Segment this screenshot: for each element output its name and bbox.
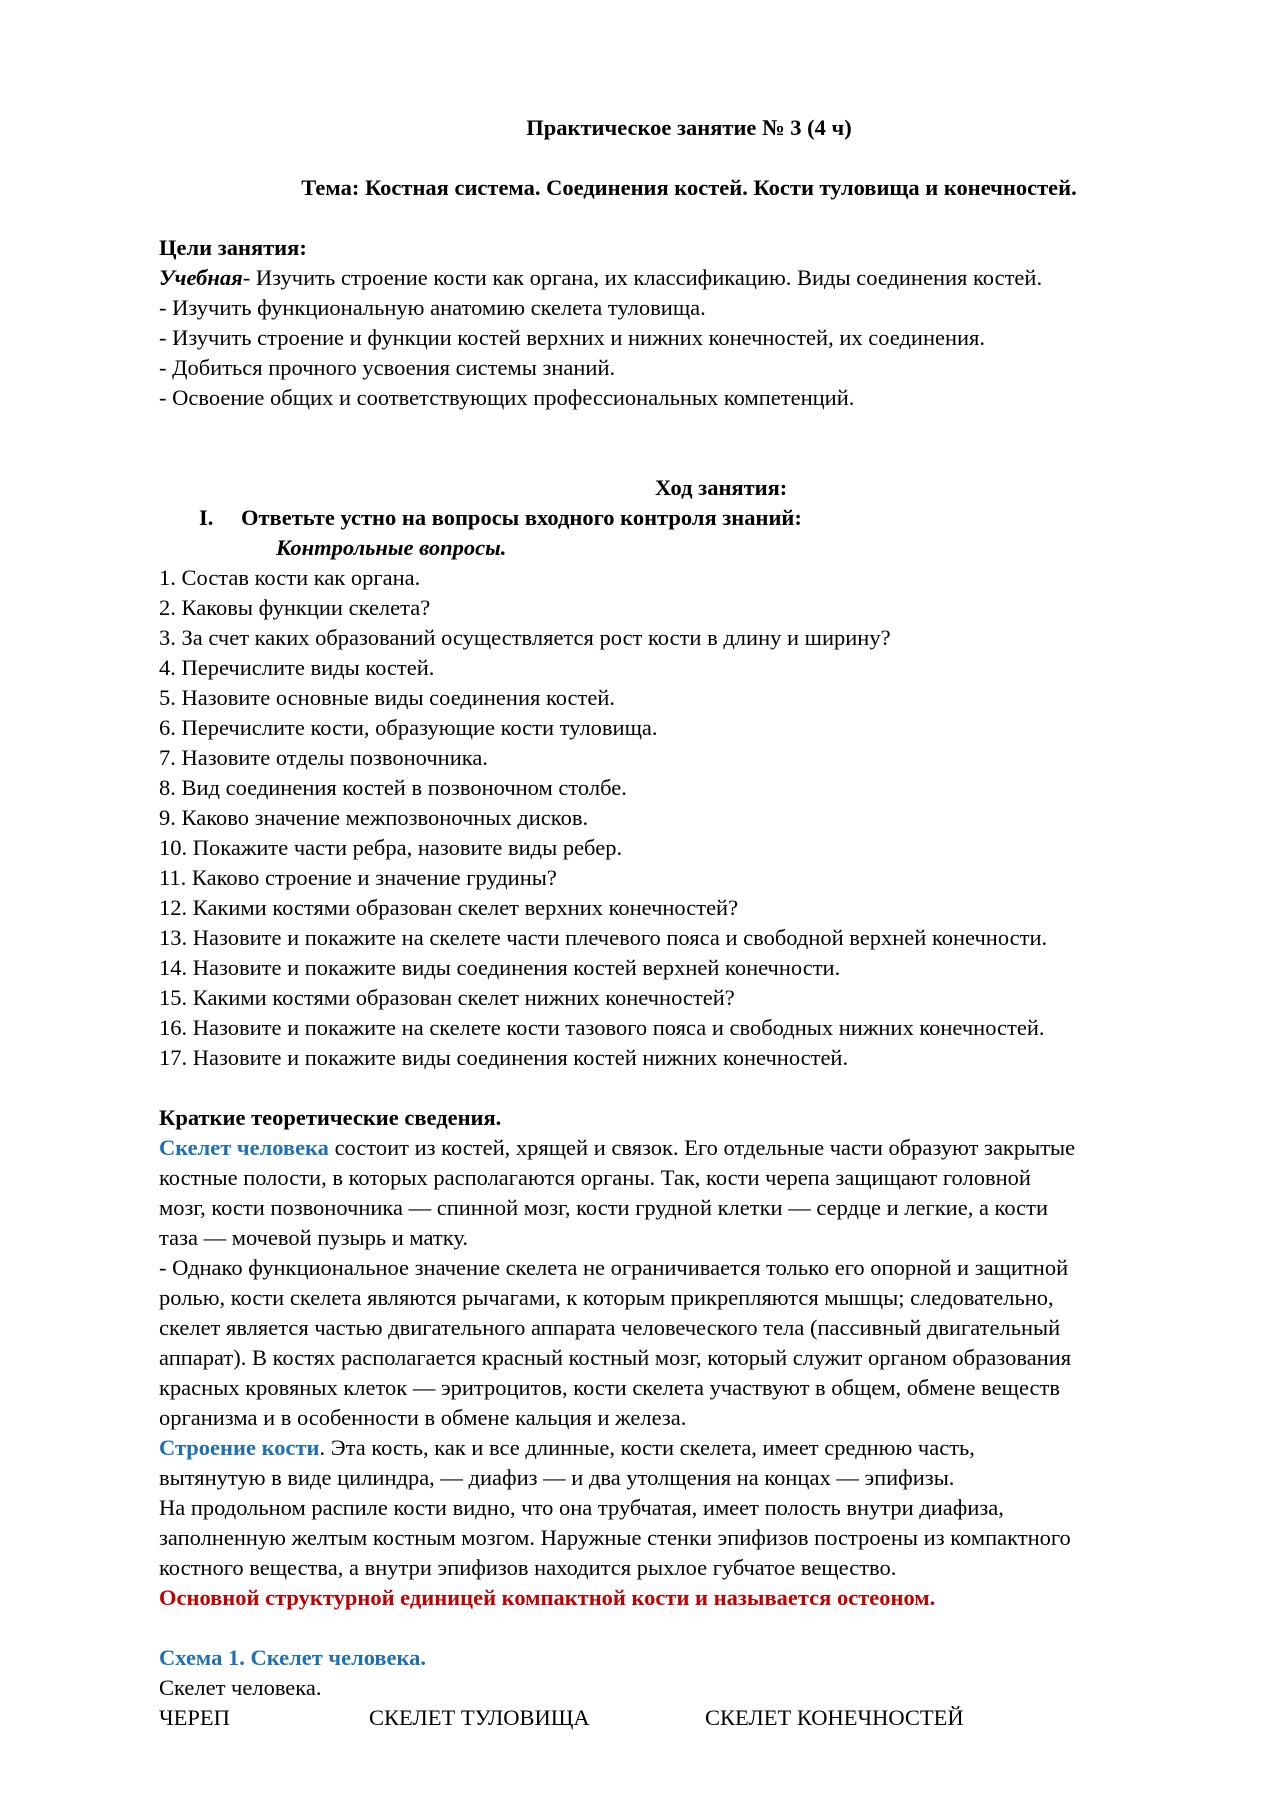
- theory-paragraph-line: костного вещества, а внутри эпифизов находится рыхлое губчатое вещество.: [159, 1555, 897, 1580]
- goals-heading: Цели занятия:: [159, 235, 307, 260]
- theory-paragraph-line: На продольном распиле кости видно, что она трубчатая, имеет полость внутри диафиза,: [159, 1495, 1004, 1520]
- theory-heading: Краткие теоретические сведения.: [159, 1105, 502, 1130]
- question-item: 5. Назовите основные виды соединения костей.: [159, 685, 616, 710]
- question-item: 15. Какими костями образован скелет нижних конечностей?: [159, 985, 735, 1010]
- question-item: 9. Каково значение межпозвоночных дисков.: [159, 805, 589, 830]
- theory-paragraph-line: организма и в особенности в обмене кальция и железа.: [159, 1405, 687, 1430]
- question-item: 2. Каковы функции скелета?: [159, 595, 431, 620]
- theory-paragraph-line: красных кровяных клеток — эритроцитов, кости скелета участвуют в общем, обмене веществ: [159, 1375, 1060, 1400]
- section-heading: [159, 503, 1219, 533]
- bone-structure-term: Строение кости: [159, 1435, 320, 1460]
- schema-title: Схема 1. Скелет человека.: [159, 1645, 427, 1670]
- theory-paragraph-line: костные полости, в которых располагаются органы. Так, кости черепа защищают головной: [159, 1165, 1031, 1190]
- theory-paragraph-line: - Однако функциональное значение скелета не ограничивается только его опорной и защитной: [159, 1255, 1069, 1280]
- question-item: 3. За счет каких образований осуществляется рост кости в длину и ширину?: [159, 625, 891, 650]
- theory-paragraph-line: Скелет человека состоит из костей, хрящей и связок. Его отдельные части образуют закрытые: [159, 1135, 1076, 1160]
- goal-item: - Освоение общих и соответствующих профессиональных компетенций.: [159, 385, 855, 410]
- question-item: 6. Перечислите кости, образующие кости туловища.: [159, 715, 658, 740]
- question-item: 14. Назовите и покажите виды соединения костей верхней конечности.: [159, 955, 841, 980]
- goal-item: - Изучить функциональную анатомию скелета туловища.: [159, 295, 706, 320]
- topic-line: Тема: Костная система. Соединения костей. Кости туловища и конечностей.: [301, 175, 1077, 200]
- theory-paragraph-line: аппарат). В костях располагается красный костный мозг, который служит органом образования: [159, 1345, 1072, 1370]
- theory-paragraph-line: вытянутую в виде цилиндра, — диафиз — и два утолщения на концах — эпифизы.: [159, 1465, 955, 1490]
- question-item: 12. Какими костями образован скелет верхних конечностей?: [159, 895, 739, 920]
- schema-column-trunk: СКЕЛЕТ ТУЛОВИЩА: [369, 1705, 590, 1730]
- question-item: 13. Назовите и покажите на скелете части плечевого пояса и свободной верхней конечности.: [159, 925, 1048, 950]
- theory-paragraph-line: скелет является частью двигательного аппарата человеческого тела (пассивный двигательный: [159, 1315, 1061, 1340]
- schema-caption: Скелет человека.: [159, 1675, 322, 1700]
- question-item: 11. Каково строение и значение грудины?: [159, 865, 557, 890]
- question-item: 1. Состав кости как органа.: [159, 565, 421, 590]
- theory-paragraph-line: заполненную желтым костным мозгом. Наружные стенки эпифизов построены из компактного: [159, 1525, 1071, 1550]
- question-item: 7. Назовите отделы позвоночника.: [159, 745, 488, 770]
- schema-column-skull: ЧЕРЕП: [159, 1705, 230, 1730]
- goal-item: - Изучить строение и функции костей верхних и нижних конечностей, их соединения.: [159, 325, 986, 350]
- question-item: 4. Перечислите виды костей.: [159, 655, 435, 680]
- theory-paragraph-line: мозг, кости позвоночника — спинной мозг, кости грудной клетки — сердце и легкие, а кости: [159, 1195, 1049, 1220]
- theory-paragraph-line: таза — мочевой пузырь и матку.: [159, 1225, 468, 1250]
- goal-item: - Добиться прочного усвоения системы знаний.: [159, 355, 616, 380]
- document-content: [159, 113, 1219, 1733]
- goal-item-first: Учебная- Изучить строение кости как органа, их классификацию. Виды соединения костей.: [159, 265, 1043, 290]
- schema-columns: [159, 1703, 1219, 1733]
- skeleton-term: Скелет человека: [159, 1135, 329, 1160]
- question-item: 17. Назовите и покажите виды соединения костей нижних конечностей.: [159, 1045, 849, 1070]
- section-number: I.: [199, 505, 214, 530]
- question-item: 10. Покажите части ребра, назовите виды ребер.: [159, 835, 623, 860]
- theory-paragraph-line: Строение кости. Эта кость, как и все длинные, кости скелета, имеет среднюю часть,: [159, 1435, 975, 1460]
- goal-label: Учебная: [159, 265, 243, 290]
- osteon-highlight: Основной структурной единицей компактной кости и называется остеоном.: [159, 1585, 936, 1610]
- schema-column-limbs: СКЕЛЕТ КОНЕЧНОСТЕЙ: [705, 1705, 964, 1730]
- question-item: 8. Вид соединения костей в позвоночном столбе.: [159, 775, 627, 800]
- section-title: Ответьте устно на вопросы входного контроля знаний:: [241, 505, 802, 530]
- theory-paragraph-line: ролью, кости скелета являются рычагами, к которым прикрепляются мышцы; следовательно,: [159, 1285, 1054, 1310]
- control-questions-title: Контрольные вопросы.: [276, 535, 507, 560]
- procedure-heading: Ход занятия:: [655, 475, 788, 500]
- page-title: Практическое занятие № 3 (4 ч): [526, 115, 852, 140]
- question-item: 16. Назовите и покажите на скелете кости тазового пояса и свободных нижних конечностей.: [159, 1015, 1045, 1040]
